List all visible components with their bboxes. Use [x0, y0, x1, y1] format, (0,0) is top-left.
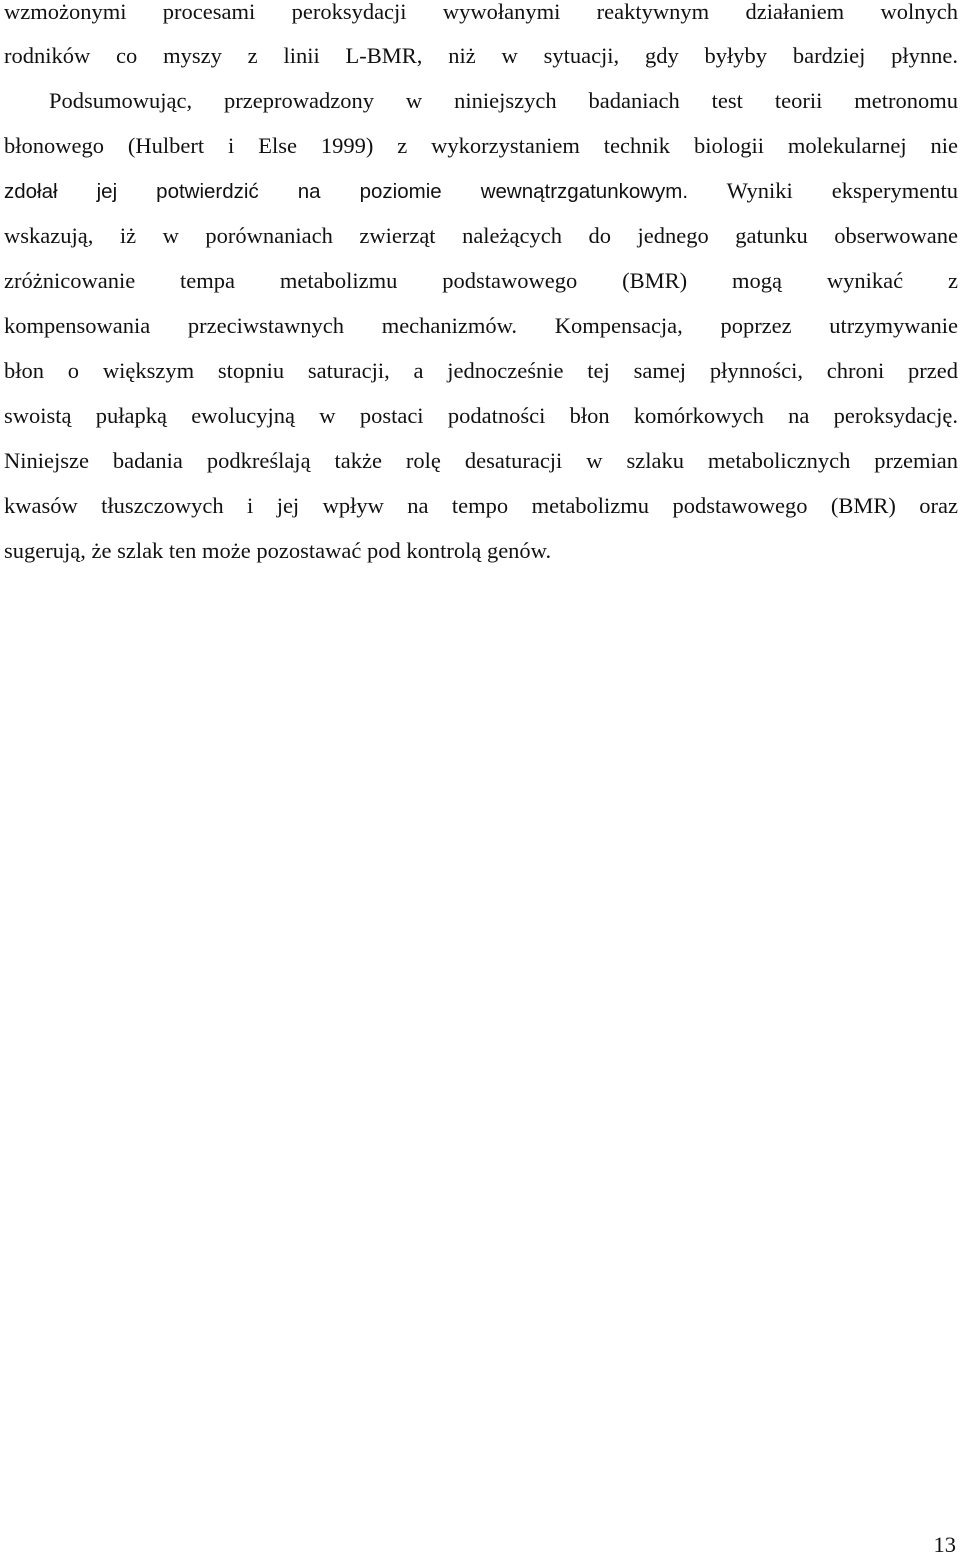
text-line-5-serif-part: Wyniki eksperymentu: [726, 178, 958, 203]
text-line-8: kompensowania przeciwstawnych mechanizmów. Kompensacja, poprzez utrzymywanie: [4, 313, 958, 338]
text-line-1: wzmożonymi procesami peroksydacji wywołanymi reaktywnym działaniem wolnych: [4, 0, 958, 24]
text-line-4: błonowego (Hulbert i Else 1999) z wykorzystaniem technik biologii molekularnej nie: [4, 133, 958, 158]
text-line-7: zróżnicowanie tempa metabolizmu podstawowego (BMR) mogą wynikać z: [4, 268, 958, 293]
text-line-5: [4, 176, 958, 207]
text-line-2: rodników co myszy z linii L-BMR, niż w sytuacji, gdy byłyby bardziej płynne.: [4, 43, 958, 68]
text-line-5-sans-part: zdołał jej potwierdzić na poziomie wewnątrzgatunkowym.: [4, 180, 689, 203]
text-line-9: błon o większym stopniu saturacji, a jednocześnie tej samej płynności, chroni przed: [4, 358, 958, 383]
text-line-13: sugerują, że szlak ten może pozostawać pod kontrolą genów.: [4, 538, 552, 563]
text-line-10: swoistą pułapką ewolucyjną w postaci podatności błon komórkowych na peroksydację.: [4, 403, 958, 428]
text-line-11: Niniejsze badania podkreślają także rolę desaturacji w szlaku metabolicznych przemian: [4, 448, 958, 473]
text-line-3: Podsumowując, przeprowadzony w niniejszych badaniach test teorii metronomu: [49, 88, 958, 113]
text-line-6: wskazują, iż w porównaniach zwierząt należących do jednego gatunku obserwowane: [4, 223, 958, 248]
text-line-12: kwasów tłuszczowych i jej wpływ na tempo metabolizmu podstawowego (BMR) oraz: [4, 493, 958, 518]
page-number: 13: [933, 1532, 956, 1557]
